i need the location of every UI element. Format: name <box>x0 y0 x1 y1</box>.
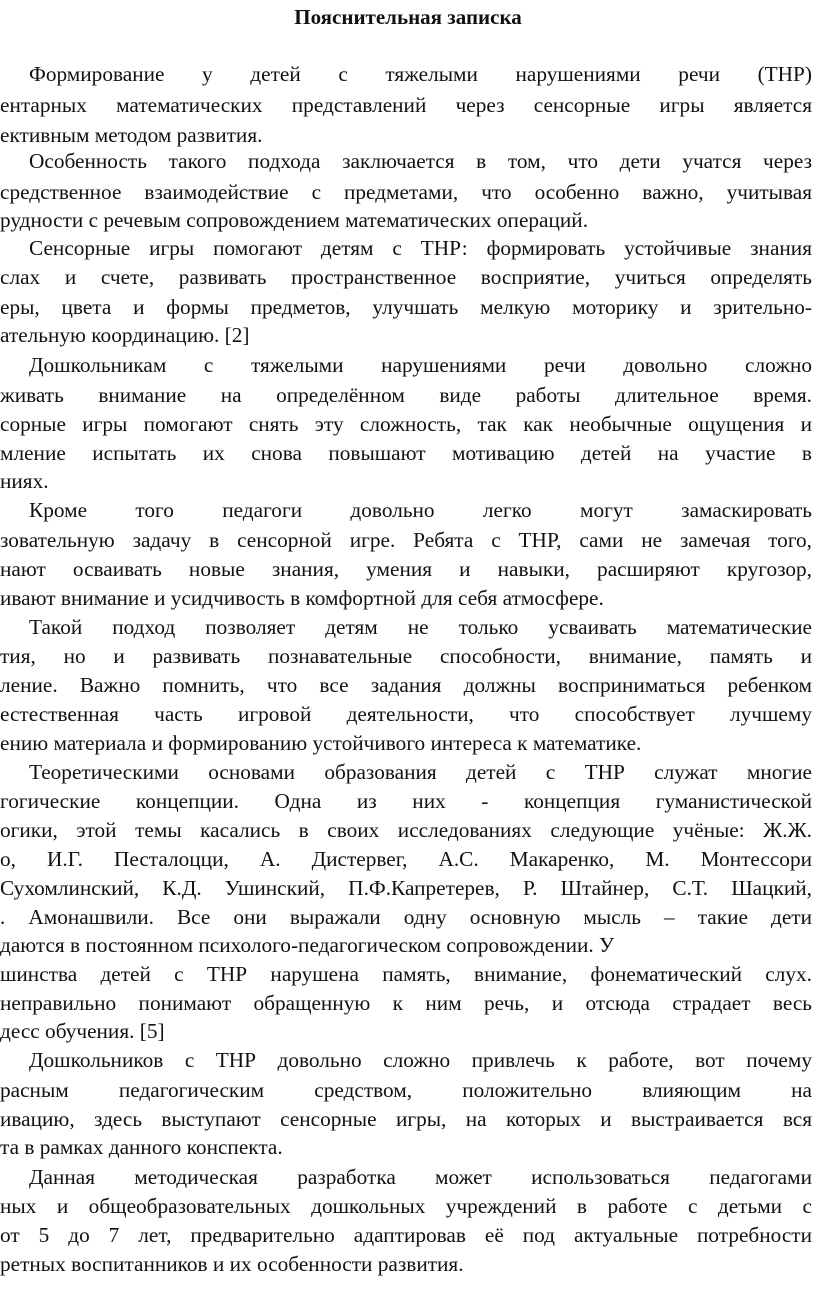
text-line: ных и общеобразовательных дошкольных учреждений в работе с детьми с <box>0 1194 812 1218</box>
text-line: живать внимание на определённом виде работы длительное время. <box>0 383 812 407</box>
text-line: нают осваивать новые знания, умения и навыки, расширяют кругозор, <box>0 557 812 581</box>
text-line: шинства детей с ТНР нарушена память, внимание, фонематический слух. <box>0 962 812 986</box>
text-line: средственное взаимодействие с предметами, что особенно важно, учитывая <box>0 180 812 204</box>
text-line: тия, но и развивать познавательные способности, внимание, память и <box>0 644 812 668</box>
text-line: Сенсорные игры помогают детям с ТНР: формировать устойчивые знания <box>29 236 812 260</box>
text-line: огики, этой темы касались в своих исследованиях следующие учёные: Ж.Ж. <box>0 818 812 842</box>
text-line: Дошкольников с ТНР довольно сложно привлечь к работе, вот почему <box>29 1048 812 1072</box>
text-line: рудности с речевым сопровождением математических операций. <box>0 208 589 232</box>
text-line: Особенность такого подхода заключается в том, что дети учатся через <box>29 149 812 173</box>
text-line: ективным методом развития. <box>0 123 263 147</box>
text-line: та в рамках данного конспекта. <box>0 1135 283 1159</box>
text-line: ению материала и формированию устойчивого интереса к математике. <box>0 731 642 755</box>
text-line: ление. Важно помнить, что все задания должны восприниматься ребенком <box>0 673 812 697</box>
text-line: десс обучения. [5] <box>0 1019 165 1043</box>
text-line: естественная часть игровой деятельности, что способствует лучшему <box>0 702 812 726</box>
text-line: от 5 до 7 лет, предварительно адаптировав её под актуальные потребности <box>0 1223 812 1247</box>
text-line: Теоретическими основами образования детей с ТНР служат многие <box>29 760 812 784</box>
text-line: даются в постоянном психолого-педагогическом сопровождении. У <box>0 933 615 957</box>
text-line: о, И.Г. Песталоцци, А. Дистервег, А.С. Макаренко, М. Монтессори <box>0 847 812 871</box>
page-title: Пояснительная записка <box>294 5 522 29</box>
text-line: Дошкольникам с тяжелыми нарушениями речи довольно сложно <box>29 353 812 377</box>
text-line: слах и счете, развивать пространственное восприятие, учиться определять <box>0 265 812 289</box>
text-line: гогические концепции. Одна из них - концепция гуманистической <box>0 789 812 813</box>
text-line: мление испытать их снова повышают мотивацию детей на участие в <box>0 441 812 465</box>
text-line: ивацию, здесь выступают сенсорные игры, на которых и выстраивается вся <box>0 1107 812 1131</box>
text-line: Сухомлинский, К.Д. Ушинский, П.Ф.Капретерев, Р. Штайнер, С.Т. Шацкий, <box>0 876 812 900</box>
text-line: еры, цвета и формы предметов, улучшать мелкую моторику и зрительно- <box>0 295 812 319</box>
text-line: сорные игры помогают снять эту сложность, так как необычные ощущения и <box>0 412 812 436</box>
text-line: зовательную задачу в сенсорной игре. Ребята с ТНР, сами не замечая того, <box>0 528 812 552</box>
text-line: ентарных математических представлений через сенсорные игры является <box>0 93 812 117</box>
text-line: Кроме того педагоги довольно легко могут замаскировать <box>29 498 812 522</box>
text-line: ивают внимание и усидчивость в комфортной для себя атмосфере. <box>0 586 604 610</box>
text-line: ниях. <box>0 469 49 493</box>
text-line: ательную координацию. [2] <box>0 323 250 347</box>
text-line: неправильно понимают обращенную к ним речь, и отсюда страдает весь <box>0 991 812 1015</box>
text-line: Такой подход позволяет детям не только усваивать математические <box>29 615 812 639</box>
text-line: Формирование у детей с тяжелыми нарушениями речи (ТНР) <box>29 62 812 86</box>
text-line: ретных воспитанников и их особенности развития. <box>0 1252 464 1276</box>
text-line: расным педагогическим средством, положительно влияющим на <box>0 1078 812 1102</box>
text-line: Данная методическая разработка может использоваться педагогами <box>29 1165 812 1189</box>
text-line: . Амонашвили. Все они выражали одну основную мысль – такие дети <box>0 905 812 929</box>
